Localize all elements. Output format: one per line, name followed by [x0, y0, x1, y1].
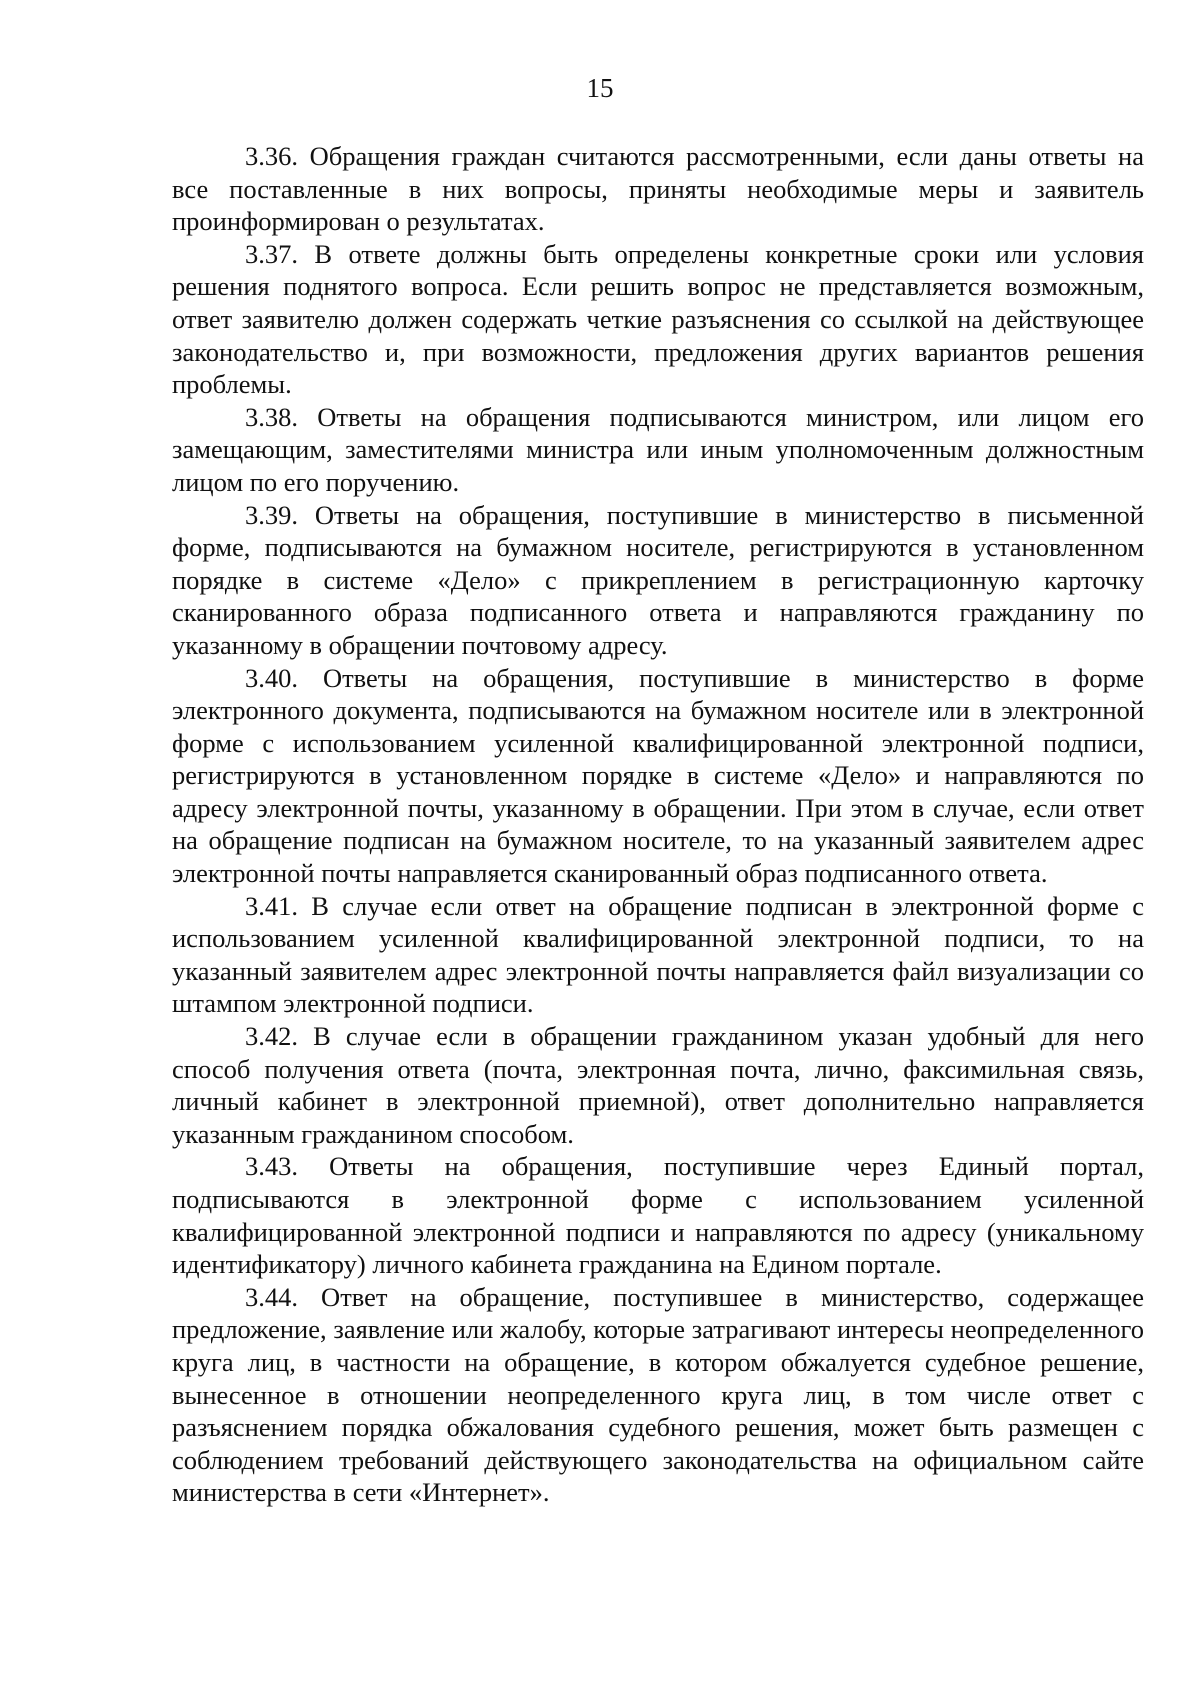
paragraph-3-41: 3.41. В случае если ответ на обращение подписан в электронной форме с использованием усиленной квалифицированной электронной подписи, то на указанный заявителем адрес электронной почты направляется файл визуализации со штампом электронной подписи.	[172, 890, 1144, 1019]
paragraph-3-37: 3.37. В ответе должны быть определены конкретные сроки или условия решения поднятого вопроса. Если решить вопрос не представляется возможным, ответ заявителю должен содержать четкие разъяснения со ссылкой на действующее законодательство и, при возможности, предложения других вариантов решения проблемы.	[172, 238, 1144, 400]
paragraph-3-38: 3.38. Ответы на обращения подписываются министром, или лицом его замещающим, заместителями министра или иным уполномоченным должностным лицом по его поручению.	[172, 401, 1144, 497]
paragraph-3-42: 3.42. В случае если в обращении гражданином указан удобный для него способ получения ответа (почта, электронная почта, лично, факсимильная связь, личный кабинет в электронной приемной), ответ дополнительно направляется указанным гражданином способом.	[172, 1021, 1144, 1149]
document-body	[172, 140, 1144, 1509]
paragraph-3-40: 3.40. Ответы на обращения, поступившие в министерство в форме электронного документа, подписываются на бумажном носителе или в электронной форме с использованием усиленной квалифицированной электронной подписи, регистрируются в установленном порядке в системе «Дело» и направляются по адресу электронной почты, указанному в обращении. При этом в случае, если ответ на обращение подписан на бумажном носителе, то на указанный заявителем адрес электронной почты направляется сканированный образ подписанного ответа.	[172, 662, 1144, 889]
paragraph-3-39: 3.39. Ответы на обращения, поступившие в министерство в письменной форме, подписываются на бумажном носителе, регистрируются в установленном порядке в системе «Дело» с прикреплением в регистрационную карточку сканированного образа подписанного ответа и направляются гражданину по указанному в обращении почтовому адресу.	[172, 499, 1144, 660]
paragraph-3-43: 3.43. Ответы на обращения, поступившие через Единый портал, подписываются в электронной форме с использованием усиленной квалифицированной электронной подписи и направляются по адресу (уникальному идентификатору) личного кабинета гражданина на Едином портале.	[172, 1151, 1144, 1280]
paragraph-3-44: 3.44. Ответ на обращение, поступившее в министерство, содержащее предложение, заявление или жалобу, которые затрагивают интересы неопределенного круга лиц, в частности на обращение, в котором обжалуется судебное решение, вынесенное в отношении неопределенного круга лиц, в том числе ответ с разъяснением порядка обжалования судебного решения, может быть размещен с соблюдением требований действующего законодательства на официальном сайте министерства в сети «Интернет».	[172, 1281, 1144, 1508]
paragraph-3-36: 3.36. Обращения граждан считаются рассмотренными, если даны ответы на все поставленные в них вопросы, приняты необходимые меры и заявитель проинформирован о результатах.	[172, 141, 1144, 237]
page-number: 15	[586, 73, 614, 103]
